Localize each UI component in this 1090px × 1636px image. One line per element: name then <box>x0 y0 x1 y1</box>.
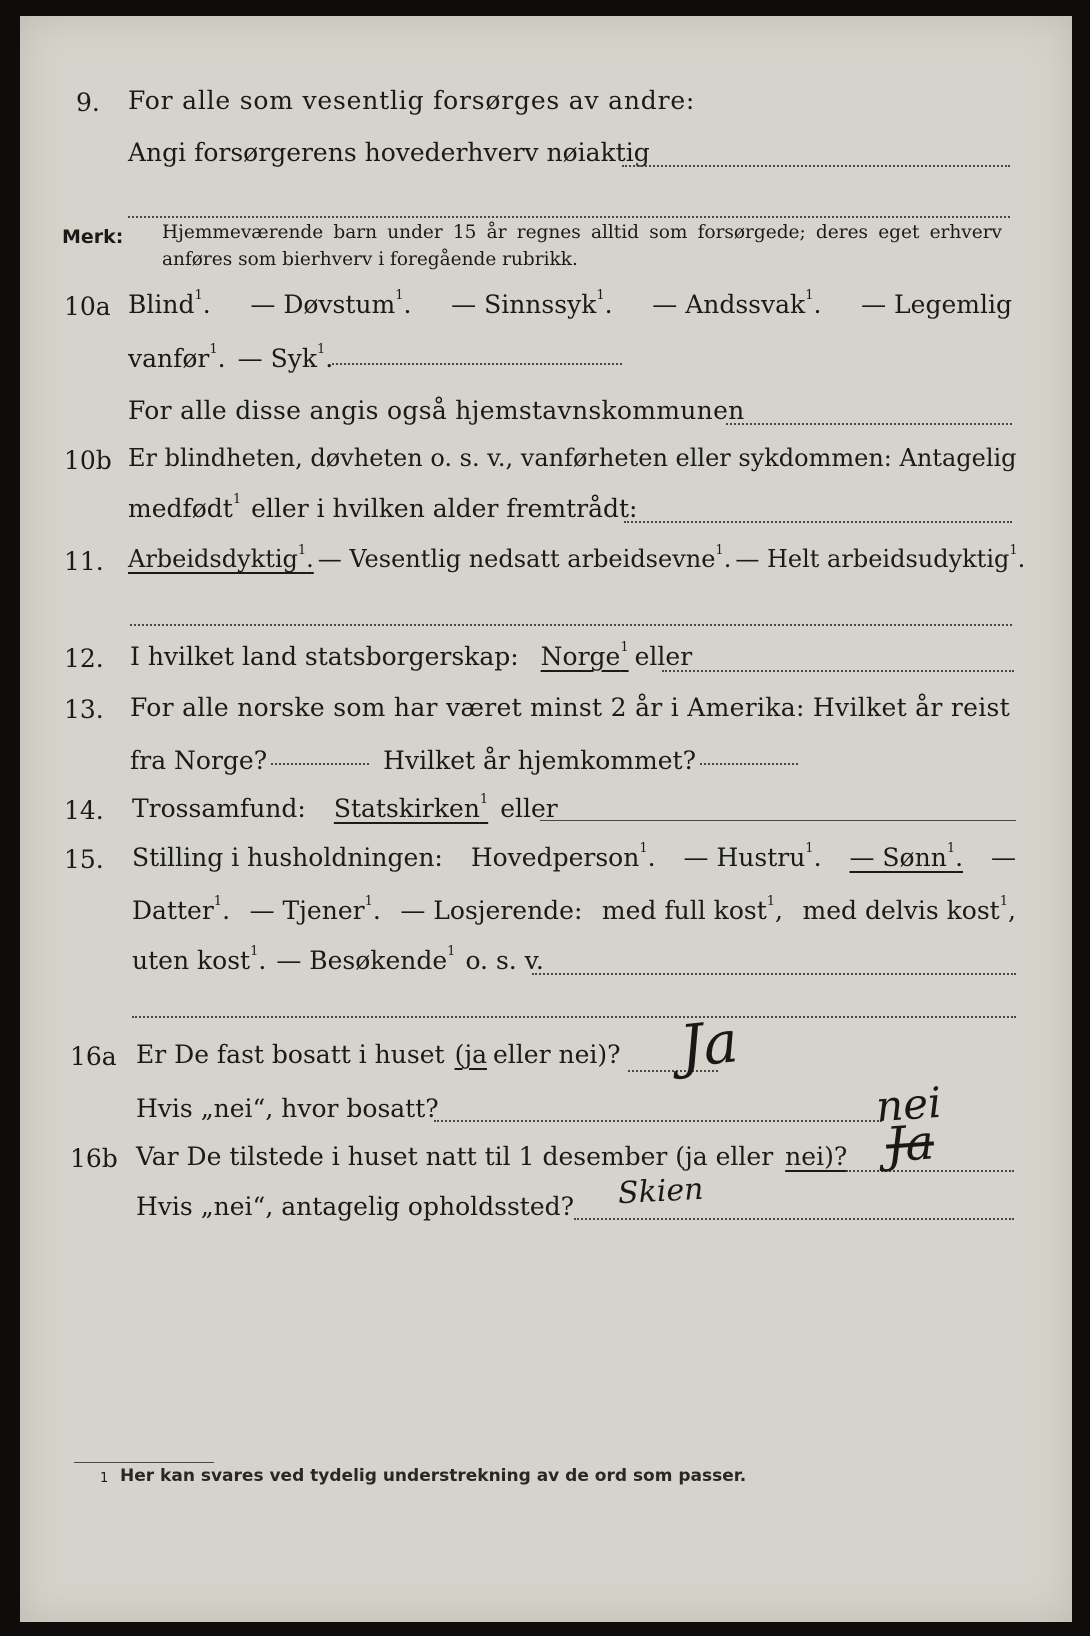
q15-opt-full-kost[interactable]: med full kost$^1$, <box>601 894 783 925</box>
q16a-opt-ja[interactable]: (ja <box>454 1040 487 1069</box>
q16a-line1 <box>136 1040 621 1069</box>
q16b-opt-nei[interactable]: nei)? <box>785 1142 848 1171</box>
q15-label: Stilling i husholdningen: <box>132 843 443 872</box>
q13-line2 <box>130 746 798 775</box>
merk-line2: anføres som bierhverv i foregående rubrikk. <box>162 249 578 270</box>
q13-number: 13. <box>64 695 104 724</box>
q15-line1 <box>132 843 1016 872</box>
q16b-line2: Hvis „nei“, antagelig opholdssted? <box>136 1192 575 1221</box>
q14-line <box>132 794 558 823</box>
q15-number: 15. <box>64 845 104 874</box>
q16b-text: Var De tilstede i huset natt til 1 desember (ja eller <box>136 1142 774 1171</box>
q10a-line1 <box>128 290 1012 319</box>
q10a-opt-blind[interactable]: Blind$^1$. <box>128 288 211 319</box>
q10a-opt-andssvak[interactable]: — Andssvak$^1$. <box>652 288 822 319</box>
q10a-kommune-answer-line[interactable] <box>726 423 1012 425</box>
q16a-number: 16a <box>70 1042 117 1071</box>
q12-answer-line[interactable] <box>662 670 1014 672</box>
q10b-line1: Er blindheten, døvheten o. s. v., vanførheten eller sykdommen: Antagelig <box>128 444 1017 472</box>
footnote-mark: 1 <box>100 1471 109 1486</box>
q15-answer-line-2[interactable] <box>132 1016 1016 1018</box>
q10a-syk-answer-line[interactable] <box>332 363 622 365</box>
q15-opt-uten-kost[interactable]: uten kost$^1$. <box>132 944 267 975</box>
q10a-opt-sinnssyk[interactable]: — Sinnssyk$^1$. <box>451 288 613 319</box>
q10a-opt-legemlig[interactable]: — Legemlig <box>861 290 1012 319</box>
q9-line1: For alle som vesentlig forsørges av andre: <box>128 86 696 115</box>
q16b-opholdssted-answer-line[interactable] <box>574 1218 1014 1220</box>
q16a-opt-eller-nei: eller nei)? <box>492 1040 621 1069</box>
q15-line3 <box>132 946 544 975</box>
q10a-opt-syk[interactable]: — Syk$^1$. <box>237 342 334 373</box>
footnote-text: Her kan svares ved tydelig understrekning av de ord som passer. <box>120 1466 747 1486</box>
q11-opt-nedsatt[interactable]: — Vesentlig nedsatt arbeidsevne$^1$. <box>317 543 732 573</box>
q15-losjerende: — Losjerende: <box>400 896 583 925</box>
q10b-opt-medfodt[interactable]: medfødt$^1$ <box>128 492 242 523</box>
q16a-handwritten-bosatt: nei <box>874 1077 943 1132</box>
q14-opt-eller: eller <box>500 794 558 823</box>
q13-hjemkommet-label: Hvilket år hjemkommet? <box>383 746 697 775</box>
q11-line <box>128 545 1025 573</box>
q16b-number: 16b <box>70 1144 118 1173</box>
census-form-page <box>20 16 1072 1622</box>
q16a-handwritten-answer: Ja <box>676 1007 742 1081</box>
q11-opt-arbeidsdyktig[interactable]: Arbeidsdyktig$^1$. <box>128 543 314 573</box>
q10a-line3: For alle disse angis også hjemstavnskommunen <box>128 396 745 425</box>
q10b-number: 10b <box>64 446 112 475</box>
q14-number: 14. <box>64 796 104 825</box>
q11-opt-udyktig[interactable]: — Helt arbeidsudyktig$^1$. <box>735 543 1026 573</box>
q12-number: 12. <box>64 644 104 673</box>
q15-opt-delvis-kost[interactable]: med delvis kost$^1$, <box>802 894 1016 925</box>
q10b-answer-line[interactable] <box>624 521 1012 523</box>
q16a-bosatt-answer-line[interactable] <box>434 1120 882 1122</box>
q14-answer-line[interactable] <box>540 820 1016 821</box>
q10b-line2 <box>128 494 637 523</box>
q12-opt-eller: eller <box>634 642 693 671</box>
q13-reist-label: fra Norge? <box>130 746 268 775</box>
q11-number: 11. <box>64 547 104 576</box>
merk-label: Merk: <box>62 226 124 248</box>
q12-opt-norge[interactable]: Norge$^1$ <box>540 640 629 671</box>
q15-dash: — <box>991 843 1016 872</box>
q15-opt-sonn[interactable]: — Sønn$^1$. <box>849 841 964 872</box>
q15-opt-hustru[interactable]: — Hustru$^1$. <box>683 841 822 872</box>
q10a-opt-dovstum[interactable]: — Døvstum$^1$. <box>250 288 412 319</box>
q16b-line1 <box>136 1142 847 1171</box>
q12-line <box>130 642 692 671</box>
q15-opt-tjener[interactable]: — Tjener$^1$. <box>249 894 381 925</box>
q10b-line2-text: eller i hvilken alder fremtrådt: <box>251 494 638 523</box>
q9-line2-text: Angi forsørgerens hovederhverv nøiaktig <box>128 138 650 167</box>
q10a-line2 <box>128 344 333 373</box>
q9-line2 <box>128 138 650 167</box>
q15-line2 <box>132 896 1016 925</box>
q14-text: Trossamfund: <box>132 794 306 823</box>
q10a-opt-vanfor[interactable]: vanfør$^1$. <box>128 342 226 373</box>
q12-text: I hvilket land statsborgerskap: <box>130 642 519 671</box>
q15-answer-line[interactable] <box>532 973 1016 975</box>
q15-opt-datter[interactable]: Datter$^1$. <box>132 894 231 925</box>
q16a-text: Er De fast bosatt i huset <box>136 1040 445 1069</box>
q15-opt-hovedperson[interactable]: Hovedperson$^1$. <box>470 841 656 872</box>
q10a-number: 10a <box>64 292 111 321</box>
q16a-line2: Hvis „nei“, hvor bosatt? <box>136 1094 439 1123</box>
q13-line1: For alle norske som har været minst 2 år i Amerika: Hvilket år reist <box>130 693 1011 722</box>
merk-line1: Hjemmeværende barn under 15 år regnes alltid som forsørgede; deres eget erhverv <box>162 222 1002 243</box>
q13-reist-answer-line[interactable] <box>271 763 369 765</box>
q15-opt-besokende[interactable]: — Besøkende$^1$ <box>276 944 456 975</box>
q9-number: 9. <box>76 88 100 117</box>
q13-hjemkommet-answer-line[interactable] <box>700 763 798 765</box>
q9-answer-line[interactable] <box>622 165 1010 167</box>
footnote-rule <box>74 1462 214 1463</box>
q14-opt-statskirken[interactable]: Statskirken$^1$ <box>333 792 489 823</box>
q16b-handwritten-opholdssted: Skien <box>617 1171 705 1212</box>
q15-osv: o. s. v. <box>465 946 544 975</box>
q16b-handwritten-answer: Ja <box>884 1114 936 1174</box>
q11-answer-line[interactable] <box>130 624 1012 626</box>
